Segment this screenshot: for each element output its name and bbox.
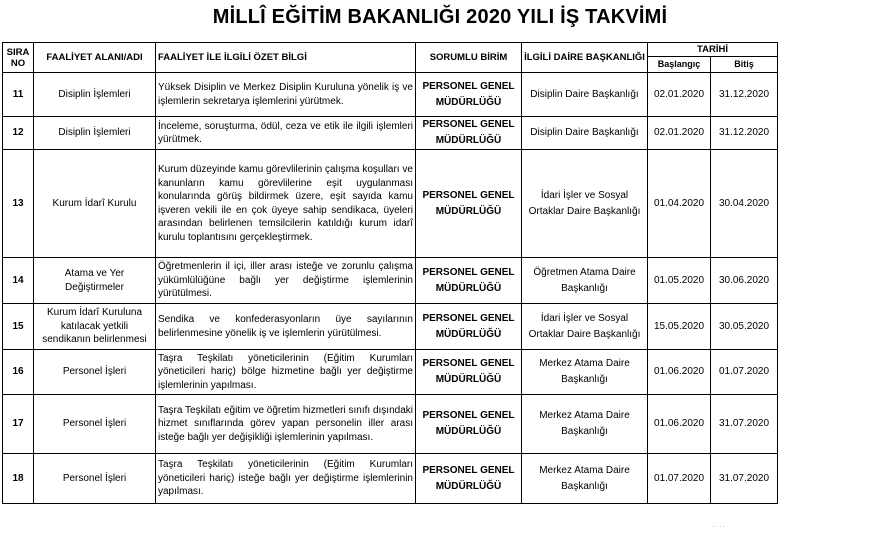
activity-area: Disiplin İşlemleri	[34, 117, 156, 150]
row-number: 16	[3, 350, 34, 395]
activity-summary: İnceleme, soruşturma, ödül, ceza ve etik ile ilgili işlemleri yürütmek.	[156, 117, 416, 150]
row-number: 15	[3, 304, 34, 350]
header-faaliyet-alani: FAALİYET ALANI/ADI	[34, 43, 156, 73]
end-date: 31.07.2020	[711, 454, 778, 504]
activity-area: Kurum İdarî Kurulu	[34, 150, 156, 258]
start-date: 02.01.2020	[648, 73, 711, 117]
end-date: 01.07.2020	[711, 350, 778, 395]
end-date: 31.12.2020	[711, 73, 778, 117]
table-row	[3, 395, 778, 454]
activity-area: Personel İşleri	[34, 454, 156, 504]
responsible-unit: PERSONEL GENEL MÜDÜRLÜĞÜ	[416, 454, 522, 504]
responsible-unit: PERSONEL GENEL MÜDÜRLÜĞÜ	[416, 150, 522, 258]
activity-summary: Öğretmenlerin il içi, iller arası isteğe ve zorunlu çalışma yükümlülüğüne bağlı yer değiştirme işlemlerinin yürütülmesi.	[156, 258, 416, 304]
table-row	[3, 73, 778, 117]
responsible-unit: PERSONEL GENEL MÜDÜRLÜĞÜ	[416, 304, 522, 350]
related-department: Merkez Atama Daire Başkanlığı	[522, 350, 648, 395]
header-sira-no: SIRA NO	[3, 43, 34, 73]
table-row	[3, 258, 778, 304]
end-date: 30.04.2020	[711, 150, 778, 258]
activity-summary: Yüksek Disiplin ve Merkez Disiplin Kuruluna yönelik iş ve işlemlerin sekretarya işlemlerini yürütmek.	[156, 73, 416, 117]
header-ozet-bilgi: FAALİYET İLE İLGİLİ ÖZET BİLGİ	[156, 43, 416, 73]
header-baslangic: Başlangıç	[648, 57, 711, 73]
header-sorumlu-birim: SORUMLU BİRİM	[416, 43, 522, 73]
row-number: 12	[3, 117, 34, 150]
responsible-unit: PERSONEL GENEL MÜDÜRLÜĞÜ	[416, 117, 522, 150]
start-date: 01.06.2020	[648, 395, 711, 454]
activity-summary: Kurum düzeyinde kamu görevlilerinin çalışma koşulları ve kanunların kamu görevlilerine eşit uygulanması konularında görüş bildirmek üzere, eşit sayıda kamu işveren vekili ile en çok üyeye sahip sendikaca, üyeleri arasından belirlenen temsilcilerin katıldığı kurum idarî kurulu toplantısını gerçekleştirmek.	[156, 150, 416, 258]
table-row	[3, 117, 778, 150]
activity-summary: Taşra Teşkilatı yöneticilerinin (Eğitim Kurumları yöneticileri hariç) isteğe bağlı yer değiştirme işlemlerinin yapılması.	[156, 454, 416, 504]
start-date: 01.06.2020	[648, 350, 711, 395]
responsible-unit: PERSONEL GENEL MÜDÜRLÜĞÜ	[416, 258, 522, 304]
end-date: 31.07.2020	[711, 395, 778, 454]
row-number: 14	[3, 258, 34, 304]
activity-summary: Sendika ve konfederasyonların üye sayılarının belirlenmesine yönelik iş ve işlemlerin yürütülmesi.	[156, 304, 416, 350]
responsible-unit: PERSONEL GENEL MÜDÜRLÜĞÜ	[416, 395, 522, 454]
activity-area: Disiplin İşlemleri	[34, 73, 156, 117]
related-department: Öğretmen Atama Daire Başkanlığı	[522, 258, 648, 304]
row-number: 17	[3, 395, 34, 454]
row-number: 11	[3, 73, 34, 117]
start-date: 01.04.2020	[648, 150, 711, 258]
related-department: İdari İşler ve Sosyal Ortaklar Daire Başkanlığı	[522, 150, 648, 258]
related-department: Merkez Atama Daire Başkanlığı	[522, 395, 648, 454]
header-ilgili-daire: İLGİLİ DAİRE BAŞKANLIĞI	[522, 43, 648, 73]
page-title: MİLLÎ EĞİTİM BAKANLIĞI 2020 YILI İŞ TAKVİMİ	[212, 6, 668, 28]
table-row	[3, 304, 778, 350]
header-bitis: Bitiş	[711, 57, 778, 73]
related-department: Merkez Atama Daire Başkanlığı	[522, 454, 648, 504]
activity-area: Personel İşleri	[34, 395, 156, 454]
start-date: 15.05.2020	[648, 304, 711, 350]
related-department: Disiplin Daire Başkanlığı	[522, 73, 648, 117]
header-tarihi: TARİHİ	[648, 43, 778, 57]
activity-summary: Taşra Teşkilatı yöneticilerinin (Eğitim Kurumları yöneticileri hariç) bölge hizmetine bağlı yer değiştirme işlemlerinin yapılması.	[156, 350, 416, 395]
end-date: 30.06.2020	[711, 258, 778, 304]
work-calendar-table	[2, 42, 778, 504]
related-department: İdari İşler ve Sosyal Ortaklar Daire Başkanlığı	[522, 304, 648, 350]
activity-area: Kurum İdarî Kuruluna katılacak yetkili sendikanın belirlenmesi	[34, 304, 156, 350]
end-date: 30.05.2020	[711, 304, 778, 350]
responsible-unit: PERSONEL GENEL MÜDÜRLÜĞÜ	[416, 73, 522, 117]
row-number: 13	[3, 150, 34, 258]
table-row	[3, 350, 778, 395]
table-row	[3, 454, 778, 504]
start-date: 02.01.2020	[648, 117, 711, 150]
table-row	[3, 150, 778, 258]
end-date: 31.12.2020	[711, 117, 778, 150]
responsible-unit: PERSONEL GENEL MÜDÜRLÜĞÜ	[416, 350, 522, 395]
page-footer-mark: · · · ·	[712, 524, 725, 530]
activity-summary: Taşra Teşkilatı eğitim ve öğretim hizmetleri sınıfı dışındaki hizmet sınıflarında görev yapan personelin iller arası isteğe bağlı yer değişikliği işlemlerinin yapılması.	[156, 395, 416, 454]
start-date: 01.05.2020	[648, 258, 711, 304]
related-department: Disiplin Daire Başkanlığı	[522, 117, 648, 150]
activity-area: Atama ve Yer Değiştirmeler	[34, 258, 156, 304]
row-number: 18	[3, 454, 34, 504]
start-date: 01.07.2020	[648, 454, 711, 504]
activity-area: Personel İşleri	[34, 350, 156, 395]
